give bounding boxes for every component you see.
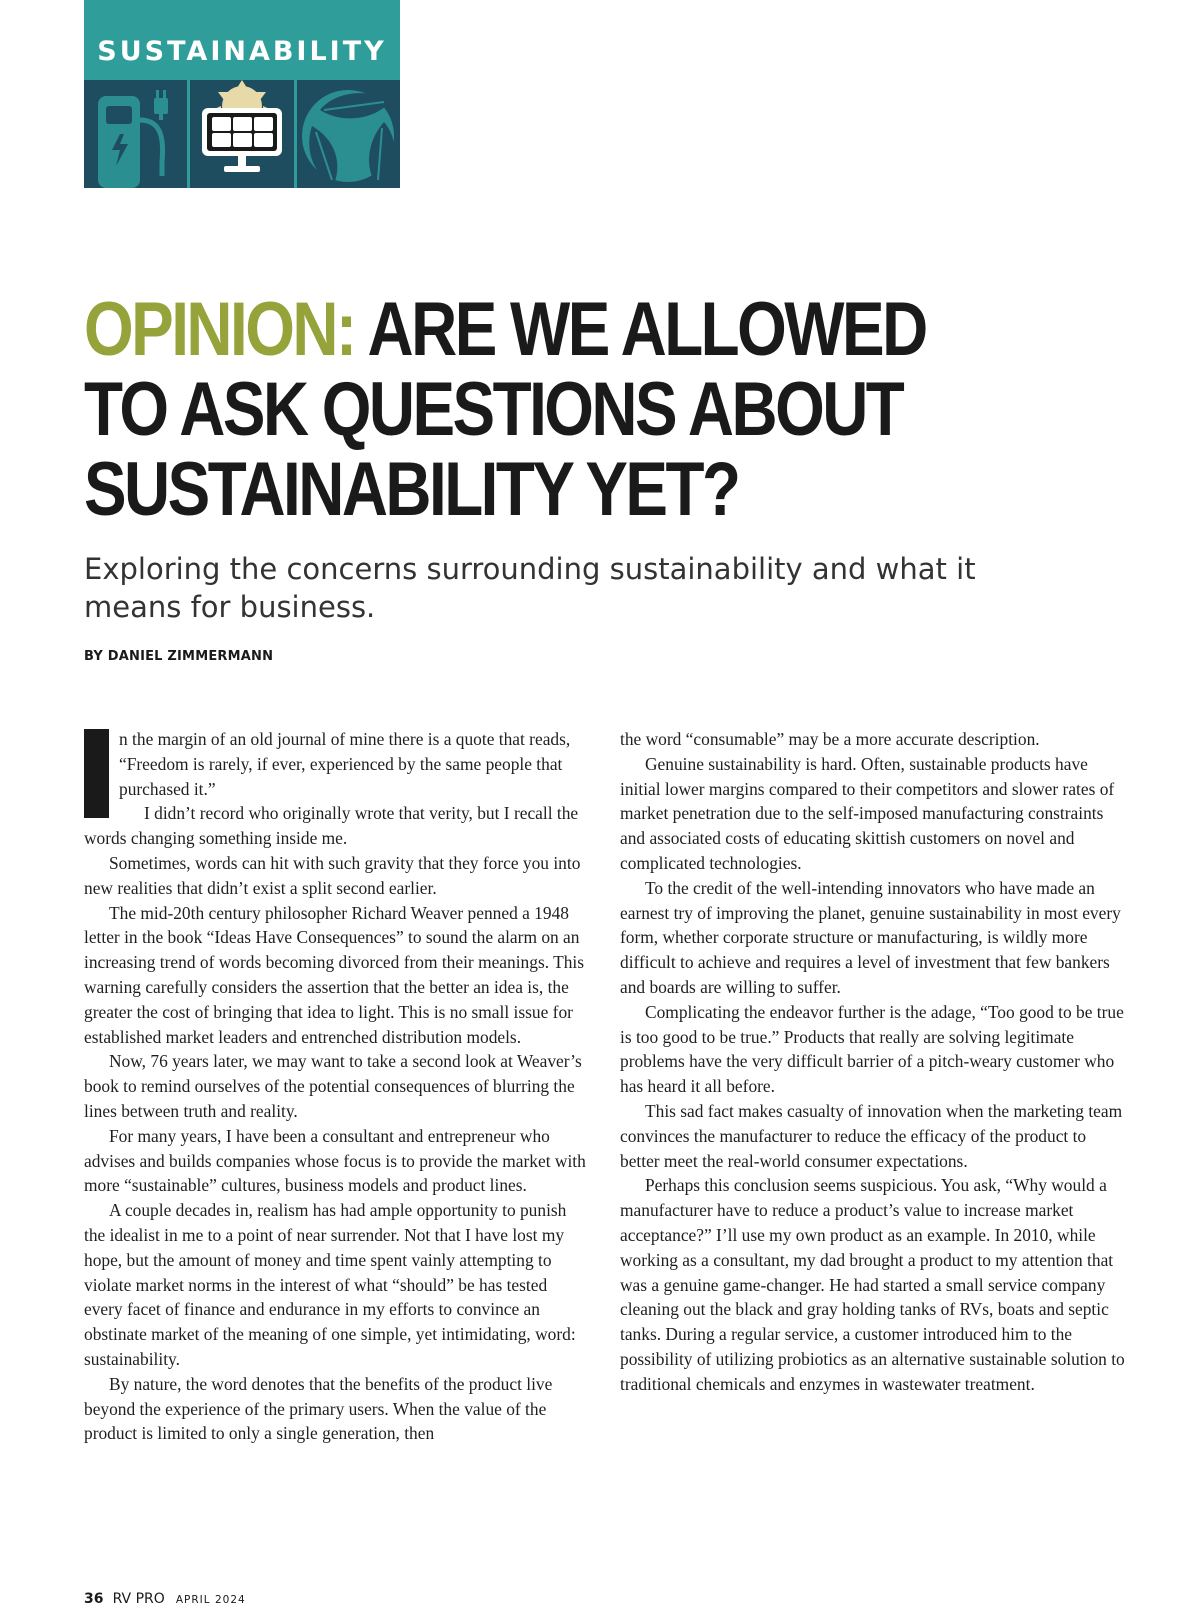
issue-date: APRIL 2024	[175, 1594, 246, 1606]
body-paragraph: The mid-20th century philosopher Richard Weaver penned a 1948 letter in the book “Ideas Have Consequences” to sound the alarm on an increasing trend of words becoming divorced from their meanings. This warning carefully considers the assertion that the better an idea is, the greater the cost of bringing that idea to light. This is no small issue for established market leaders and entrenched distribution models.	[84, 902, 585, 1047]
title-kicker: OPINION:	[84, 287, 355, 372]
page-folio	[84, 1588, 246, 1607]
body-paragraph: I didn’t record who originally wrote that verity, but I recall the words changing something inside me.	[84, 803, 579, 849]
body-column-right	[620, 727, 1126, 1397]
article-title	[84, 287, 958, 532]
body-paragraph: Complicating the endeavor further is the adage, “Too good to be true is too good to be true.” Products that really are solving legitimate problems have the very difficult barrier of a pitch-weary customer who has heard it all before.	[620, 1001, 1124, 1097]
body-paragraph: By nature, the word denotes that the benefits of the product live beyond the experience of the primary users. When the value of the product is limited to only a single generation, then	[84, 1373, 553, 1444]
body-paragraph: Now, 76 years later, we may want to take a second look at Weaver’s book to remind ourselves of the potential consequences of blurring the lines between truth and reality.	[84, 1051, 582, 1121]
body-paragraph: For many years, I have been a consultant and entrepreneur who advises and builds companies whose focus is to provide the market with more “sustainable” cultures, business models and product lines.	[84, 1125, 586, 1196]
body-paragraph: Genuine sustainability is hard. Often, sustainable products have initial lower margins compared to their competitors and slower rates of market penetration due to the self-imposed manufacturing constraints and associated costs of educating skittish customers on novel and complicated technologies.	[620, 753, 1115, 873]
body-paragraph: the word “consumable” may be a more accurate description.	[620, 729, 1040, 749]
body-paragraph: A couple decades in, realism has had ample opportunity to punish the idealist in me to a point of near surrender. Not that I have lost my hope, but the amount of money and time spent vainly attempting to violate market norms in the interest of what “should” be has tested every facet of finance and endurance in my efforts to convince an obstinate market of the meaning of one simple, yet intimidating, word: sustainability.	[84, 1200, 576, 1369]
page-number: 36	[84, 1591, 104, 1607]
paragraph-text: n the margin of an old journal of mine there is a quote that reads, “Freedom is rarely, if ever, experienced by the same people that purchased it.”	[119, 729, 571, 799]
section-label: SUSTAINABILITY	[97, 36, 387, 67]
section-badge	[84, 0, 400, 188]
drop-cap	[84, 729, 109, 818]
body-paragraph: To the credit of the well-intending innovators who have made an earnest try of improving the planet, genuine sustainability in most every form, whether corporate structure or manufacturing, is wildly more difficult to achieve and requires a level of investment that few bankers and boards are willing to suffer.	[620, 877, 1121, 997]
section-illustration	[84, 80, 400, 188]
magazine-name: RV PRO	[112, 1591, 165, 1607]
body-column-left	[84, 727, 590, 1446]
body-paragraph: This sad fact makes casualty of innovation when the marketing team convinces the manufacturer to reduce the efficacy of the product to better meet the real-world consumer expectations.	[620, 1100, 1123, 1171]
title-main: ARE WE ALLOWED TO ASK QUESTIONS ABOUT SUSTAINABILITY YET?	[84, 287, 926, 532]
article-deck: Exploring the concerns surrounding sustainability and what it means for business.	[84, 552, 976, 624]
body-paragraph: Sometimes, words can hit with such gravity that they force you into new realities that didn’t exist a split second earlier.	[84, 852, 581, 898]
byline: BY DANIEL ZIMMERMANN	[84, 649, 274, 664]
body-paragraph: Perhaps this conclusion seems suspicious. You ask, “Why would a manufacturer have to reduce a product’s value to increase market acceptance?” I’ll use my own product as an example. In 2010, while working as a consultant, my dad brought a product to my attention that was a genuine game-changer. He had started a small service company cleaning out the black and gray holding tanks of RVs, boats and septic tanks. During a regular service, a customer introduced him to the possibility of utilizing probiotics as an alternative sustainable solution to traditional chemicals and enzymes in wastewater treatment.	[620, 1175, 1125, 1394]
body-paragraph	[84, 727, 590, 801]
